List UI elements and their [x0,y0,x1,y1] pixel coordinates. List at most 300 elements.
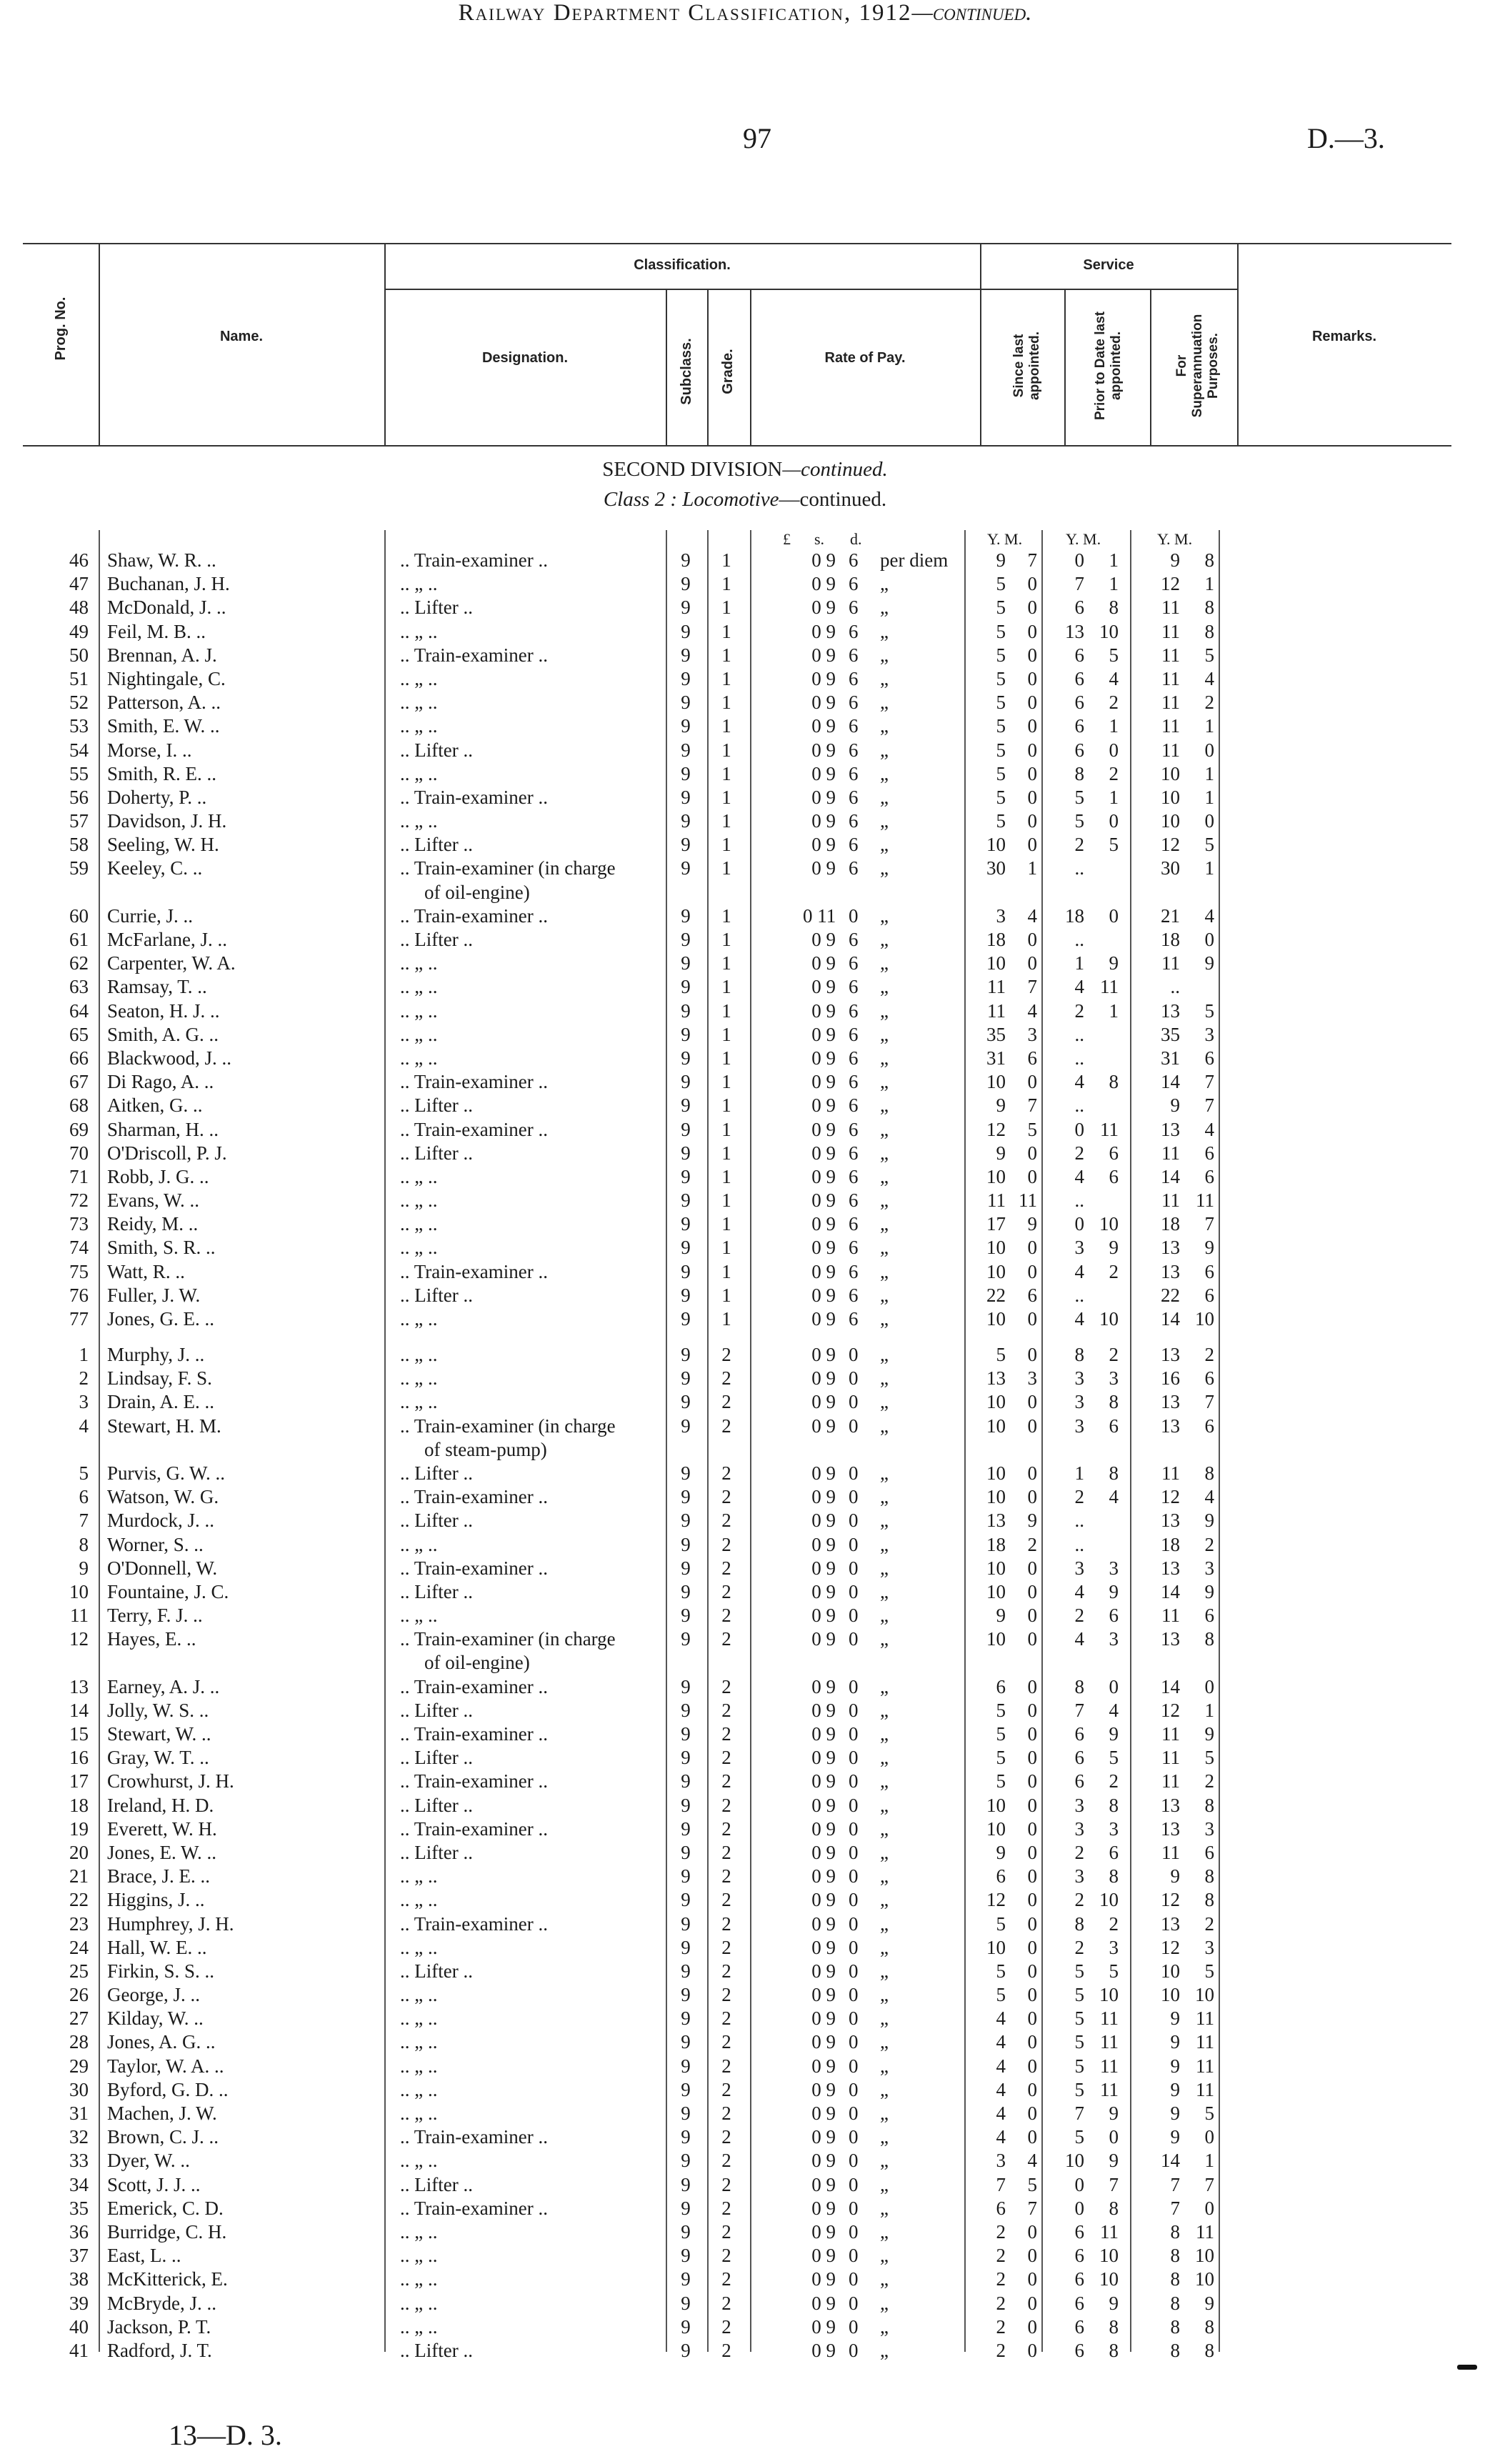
cell-prog-no: 58 [69,834,89,856]
cell-pay-shillings: 0 9 [811,976,836,998]
cell-grade: 2 [721,2292,731,2314]
cell-designation: .. „ .. [400,1308,438,1330]
cell-pay-shillings: 0 9 [811,1391,836,1413]
cell-grade: 1 [721,810,731,832]
cell-since-months: 0 [1027,1984,1037,2006]
cell-designation: .. Lifter .. [400,929,473,950]
cell-pay-pence: 6 [849,810,859,832]
cell-since-months: 0 [1027,620,1037,642]
cell-pay-period: „ [880,810,889,832]
cell-prior-years: 6 [1074,1747,1084,1769]
cell-since-months: 0 [1027,762,1037,784]
table-row [0,1817,1490,1841]
cell-name: McBryde, J. .. [107,2292,216,2314]
cell-prior-years: 2 [1074,1605,1084,1627]
cell-super-years: 11 [1161,692,1180,714]
cell-super-months: 8 [1204,1865,1214,1887]
cell-pay-period: „ [880,620,889,642]
cell-prog-no: 7 [79,1510,89,1532]
cell-name: Murphy, J. .. [107,1344,205,1365]
cell-grade: 2 [721,2007,731,2030]
cell-pay-shillings: 0 9 [811,1747,836,1769]
cell-prog-no: 76 [69,1284,89,1306]
cell-prior-years: .. [1074,1094,1084,1117]
cell-prior-months: 9 [1109,1237,1119,1259]
cell-pay-period: „ [880,2268,889,2290]
cell-grade: 2 [721,2315,731,2338]
cell-super-months: 5 [1204,2103,1214,2124]
cell-since-years: 4 [996,2126,1006,2148]
cell-pay-period: „ [880,1213,889,1235]
cell-pay-shillings: 0 9 [811,999,836,1022]
cell-super-months: 0 [1204,2126,1214,2148]
cell-grade: 1 [721,1284,731,1306]
cell-super-years: 10 [1161,1984,1180,2006]
cell-pay-pence: 6 [849,1213,859,1235]
cell-since-years: 10 [986,1817,1006,1840]
cell-pay-shillings: 0 9 [811,1367,836,1390]
table-row [0,2268,1490,2291]
cell-since-years: 2 [996,2315,1006,2338]
cell-pay-pence: 0 [849,1747,859,1769]
cell-super-months: 1 [1204,573,1214,595]
cell-designation: .. Lifter .. [400,1699,473,1721]
cell-super-years: 14 [1161,1580,1180,1602]
class-label: Class 2 : [603,488,677,511]
cell-prior-months: 8 [1109,2339,1119,2361]
cell-since-months: 0 [1027,786,1037,808]
cell-since-years: 5 [996,786,1006,808]
cell-pay-period: „ [880,1605,889,1627]
cell-prior-months: 2 [1109,1912,1119,1935]
cell-pay-pence: 0 [849,2007,859,2030]
cell-pay-period: „ [880,2220,889,2243]
cell-pay-shillings: 0 9 [811,1071,836,1093]
cell-pay-shillings: 0 9 [811,1770,836,1792]
cell-prior-years: 6 [1074,715,1084,737]
cell-prior-years: 6 [1074,2268,1084,2290]
cell-designation: .. „ .. [400,1391,438,1413]
table-row [0,1936,1490,1960]
cell-pay-shillings: 0 9 [811,2031,836,2053]
cell-super-years: 30 [1161,857,1180,879]
cell-prior-months: 9 [1109,2103,1119,2124]
cell-designation: .. Lifter .. [400,1841,473,1863]
cell-pay-period: „ [880,715,889,737]
cell-name: Patterson, A. .. [107,692,221,714]
cell-since-years: 10 [986,1557,1006,1579]
cell-since-months: 0 [1027,1308,1037,1330]
cell-subclass: 9 [681,1213,691,1235]
cell-super-months: 4 [1204,667,1214,689]
cell-prior-years: 5 [1074,2055,1084,2077]
cell-name: Jones, E. W. .. [107,1841,217,1863]
cell-since-months: 0 [1027,2220,1037,2243]
cell-prior-years: 5 [1074,2031,1084,2053]
cell-prog-no: 8 [79,1533,89,1555]
cell-name: Di Rago, A. .. [107,1071,214,1093]
cell-prior-years: .. [1074,1023,1084,1045]
cell-subclass: 9 [681,857,691,879]
cell-prior-years: 13 [1065,620,1084,642]
cell-prog-no: 72 [69,1189,89,1212]
table-row [0,1627,1490,1651]
table-row [0,1094,1490,1117]
cell-prior-months: 4 [1109,667,1119,689]
cell-name: Smith, R. E. .. [107,762,217,784]
cell-designation: .. „ .. [400,1189,438,1212]
cell-prog-no: 62 [69,952,89,974]
cell-prior-months: 2 [1109,1260,1119,1282]
cell-subclass: 9 [681,2339,691,2361]
cell-super-months: 0 [1204,1675,1214,1697]
cell-super-months: 10 [1195,1308,1214,1330]
cell-pay-shillings: 0 9 [811,2126,836,2148]
cell-super-years: 11 [1161,644,1180,666]
cell-subclass: 9 [681,810,691,832]
cell-since-years: 2 [996,2268,1006,2290]
cell-since-years: 5 [996,810,1006,832]
cell-name: Carpenter, W. A. [107,952,236,974]
cell-grade: 2 [721,2220,731,2243]
cell-name: Doherty, P. .. [107,786,207,808]
cell-since-months: 3 [1027,1367,1037,1390]
cell-pay-pence: 6 [849,1260,859,1282]
cell-pay-shillings: 0 9 [811,2220,836,2243]
cell-pay-period: „ [880,1462,889,1484]
cell-prior-years: 0 [1074,2197,1084,2219]
cell-subclass: 9 [681,904,691,927]
cell-subclass: 9 [681,834,691,856]
cell-prior-months: 0 [1109,1675,1119,1697]
table-row [0,596,1490,619]
cell-super-years: 11 [1161,1462,1180,1484]
cell-since-years: 5 [996,597,1006,619]
cell-designation: .. Train-examiner .. [400,904,548,927]
cell-designation: .. „ .. [400,1533,438,1555]
table-row [0,1983,1490,2007]
cell-pay-shillings: 0 9 [811,952,836,974]
cell-prior-years: 7 [1074,573,1084,595]
cell-name: McFarlane, J. .. [107,929,227,950]
cell-since-years: 5 [996,667,1006,689]
cell-pay-shillings: 0 9 [811,2268,836,2290]
cell-since-years: 6 [996,2197,1006,2219]
cell-pay-shillings: 0 9 [811,1047,836,1069]
cell-super-years: 13 [1161,1794,1180,1816]
cell-prog-no: 38 [69,2268,89,2290]
table-row [0,1865,1490,1888]
cell-prior-years: 0 [1074,1118,1084,1140]
cell-prior-years: 6 [1074,739,1084,761]
cell-pay-shillings: 0 9 [811,620,836,642]
cell-prior-years: 6 [1074,2292,1084,2314]
cell-pay-period: „ [880,1510,889,1532]
cell-since-months: 9 [1027,1213,1037,1235]
cell-pay-shillings: 0 9 [811,1960,836,1982]
table-row [0,739,1490,762]
cell-prior-months: 6 [1109,1841,1119,1863]
cell-since-months: 7 [1027,2197,1037,2219]
cell-pay-period: „ [880,786,889,808]
cell-subclass: 9 [681,1533,691,1555]
cell-name: Seaton, H. J. .. [107,999,220,1022]
cell-grade: 2 [721,2150,731,2172]
table-row [0,714,1490,738]
cell-name: Everett, W. H. [107,1817,217,1840]
cell-since-years: 10 [986,834,1006,856]
cell-super-years: 12 [1161,1936,1180,1958]
table-row [0,2149,1490,2173]
table-row [0,2173,1490,2197]
cell-designation: .. Train-examiner .. [400,644,548,666]
cell-prior-months: 6 [1109,1142,1119,1164]
cell-since-years: 6 [996,1675,1006,1697]
cell-designation: .. Train-examiner .. [400,549,548,571]
cell-prior-months: 11 [1100,976,1119,998]
cell-prior-years: 6 [1074,2339,1084,2361]
cell-pay-shillings: 0 9 [811,2315,836,2338]
cell-since-years: 9 [996,1142,1006,1164]
cell-prior-years: 4 [1074,1580,1084,1602]
cell-designation: .. „ .. [400,762,438,784]
class-suffix: —continued. [779,488,887,511]
cell-prior-years: 6 [1074,2245,1084,2267]
table-row [0,1307,1490,1331]
cell-grade: 2 [721,1557,731,1579]
cell-designation: .. „ .. [400,1213,438,1235]
cell-subclass: 9 [681,1770,691,1792]
cell-pay-shillings: 0 9 [811,834,836,856]
cell-pay-shillings: 0 9 [811,1415,836,1437]
col-prog-no: Prog. No. [53,296,69,361]
page-number: 97 [743,122,771,154]
cell-pay-pence: 6 [849,1308,859,1330]
cell-since-months: 7 [1027,976,1037,998]
cell-name: George, J. .. [107,1984,200,2006]
table-row [0,999,1490,1023]
cell-grade: 2 [721,1628,731,1650]
cell-grade: 2 [721,2339,731,2361]
cell-subclass: 9 [681,1308,691,1330]
cell-pay-pence: 0 [849,2292,859,2314]
cell-super-years: 14 [1161,1165,1180,1187]
cell-pay-pence: 0 [849,2268,859,2290]
cell-since-years: 5 [996,715,1006,737]
cell-prog-no: 39 [69,2292,89,2314]
cell-grade: 1 [721,715,731,737]
cell-pay-pence: 0 [849,1344,859,1365]
cell-since-years: 3 [996,2150,1006,2172]
table-row [0,904,1490,928]
cell-subclass: 9 [681,1510,691,1532]
cell-grade: 1 [721,834,731,856]
cell-designation: .. „ .. [400,1047,438,1069]
table-row [0,2292,1490,2315]
cell-pay-period: „ [880,929,889,950]
cell-super-months: 4 [1204,1118,1214,1140]
cell-designation: .. Lifter .. [400,1794,473,1816]
cell-super-months: 6 [1204,1165,1214,1187]
cell-grade: 2 [721,1510,731,1532]
cell-designation: .. Lifter .. [400,1142,473,1164]
cell-subclass: 9 [681,739,691,761]
cell-name: Jackson, P. T. [107,2315,211,2338]
cell-designation: .. „ .. [400,1865,438,1887]
table-row [0,809,1490,833]
cell-since-years: 11 [987,999,1006,1022]
cell-pay-period: per diem [880,549,949,571]
cell-super-months: 8 [1204,2339,1214,2361]
cell-designation: .. „ .. [400,2220,438,2243]
table-row [0,975,1490,999]
cell-super-months: 9 [1204,1580,1214,1602]
cell-designation: .. Train-examiner .. [400,1486,548,1508]
cell-super-years: 12 [1161,1699,1180,1721]
cell-prog-no: 11 [70,1605,89,1627]
cell-name: Higgins, J. .. [107,1889,205,1911]
cell-pay-period: „ [880,1142,889,1164]
cell-super-years: 9 [1170,2007,1180,2030]
cell-since-years: 2 [996,2292,1006,2314]
cell-prog-no: 16 [69,1747,89,1769]
cell-pay-pence: 6 [849,952,859,974]
cell-designation: of steam-pump) [424,1438,547,1460]
cell-super-months: 2 [1204,1770,1214,1792]
cell-grade: 2 [721,1865,731,1887]
cell-super-years: 13 [1161,1237,1180,1259]
cell-grade: 1 [721,929,731,950]
cell-pay-shillings: 0 9 [811,1165,836,1187]
cell-super-months: 6 [1204,1142,1214,1164]
cell-since-months: 0 [1027,1142,1037,1164]
cell-prog-no: 15 [69,1723,89,1745]
cell-super-years: 14 [1161,1308,1180,1330]
cell-pay-pence: 0 [849,1510,859,1532]
cell-grade: 2 [721,1747,731,1769]
cell-prior-years: .. [1074,1189,1084,1212]
cell-subclass: 9 [681,1605,691,1627]
cell-designation: .. „ .. [400,2078,438,2100]
cell-since-months: 0 [1027,1605,1037,1627]
cell-pay-shillings: 0 9 [811,1142,836,1164]
cell-grade: 2 [721,1486,731,1508]
cell-since-years: 4 [996,2055,1006,2077]
cell-prog-no: 27 [69,2007,89,2030]
cell-name: Taylor, W. A. .. [107,2055,224,2077]
cell-pay-period: „ [880,1628,889,1650]
cell-prior-months: 9 [1109,952,1119,974]
table-row [0,1888,1490,1912]
cell-prior-years: 3 [1074,1367,1084,1390]
cell-super-years: 11 [1161,1770,1180,1792]
cell-designation: .. Lifter .. [400,834,473,856]
cell-pay-period: „ [880,1165,889,1187]
cell-designation: .. „ .. [400,573,438,595]
cell-pay-period: „ [880,1865,889,1887]
cell-prior-months: 1 [1109,786,1119,808]
cell-designation: .. Lifter .. [400,1284,473,1306]
cell-pay-period: „ [880,1770,889,1792]
cell-pay-period: „ [880,739,889,761]
cell-prior-months: 1 [1109,999,1119,1022]
cell-since-months: 9 [1027,1510,1037,1532]
cell-grade: 1 [721,976,731,998]
table-row [0,2078,1490,2102]
cell-subclass: 9 [681,2173,691,2195]
cell-pay-pence: 0 [849,2245,859,2267]
cell-prior-months: 11 [1100,2031,1119,2053]
cell-grade: 2 [721,1533,731,1555]
cell-prior-months: 2 [1109,762,1119,784]
cell-since-months: 0 [1027,1260,1037,1282]
cell-prior-years: 2 [1074,999,1084,1022]
cell-subclass: 9 [681,667,691,689]
cell-name: Smith, E. W. .. [107,715,220,737]
cell-pay-shillings: 0 9 [811,692,836,714]
cell-super-years: 13 [1161,1118,1180,1140]
cell-since-years: 5 [996,1747,1006,1769]
cell-super-years: 12 [1161,573,1180,595]
table-row [0,2102,1490,2125]
cell-super-months: 1 [1204,762,1214,784]
cell-pay-pence: 6 [849,549,859,571]
cell-pay-period: „ [880,1237,889,1259]
cell-super-years: 18 [1161,1213,1180,1235]
cell-designation: .. Lifter .. [400,1094,473,1117]
cell-designation: .. Train-examiner (in charge [400,1415,616,1437]
cell-name: Feil, M. B. .. [107,620,206,642]
cell-pay-period: „ [880,573,889,595]
cell-name: McDonald, J. .. [107,597,226,619]
cell-pay-shillings: 0 9 [811,1213,836,1235]
table-row [0,1284,1490,1307]
cell-designation: .. Lifter .. [400,1510,473,1532]
cell-prior-months: 1 [1109,573,1119,595]
cell-pay-period: „ [880,1747,889,1769]
cell-pay-period: „ [880,1189,889,1212]
cell-grade: 2 [721,1817,731,1840]
cell-prior-months: 2 [1109,1770,1119,1792]
cell-subclass: 9 [681,1889,691,1911]
cell-prior-years: 6 [1074,597,1084,619]
cell-prior-months: 6 [1109,1605,1119,1627]
cell-prior-years: 4 [1074,1071,1084,1093]
cell-designation: .. „ .. [400,1023,438,1045]
table-row [0,644,1490,667]
cell-prog-no: 28 [69,2031,89,2053]
cell-super-years: 9 [1170,2031,1180,2053]
cell-subclass: 9 [681,2292,691,2314]
cell-name: Stewart, W. .. [107,1723,211,1745]
cell-prior-months: 8 [1109,1865,1119,1887]
cell-grade: 1 [721,762,731,784]
cell-pay-shillings: 0 9 [811,1675,836,1697]
cell-since-months: 0 [1027,1912,1037,1935]
table-row [0,1651,1490,1675]
cell-designation: .. „ .. [400,2245,438,2267]
cell-designation: .. „ .. [400,2150,438,2172]
cell-grade: 1 [721,952,731,974]
cell-since-months: 0 [1027,2007,1037,2030]
cell-since-years: 5 [996,1344,1006,1365]
cell-prior-years: 6 [1074,644,1084,666]
cell-prog-no: 22 [69,1889,89,1911]
cell-super-months: 1 [1204,715,1214,737]
cell-since-months: 4 [1027,999,1037,1022]
cell-since-months: 7 [1027,1094,1037,1117]
cell-subclass: 9 [681,2220,691,2243]
